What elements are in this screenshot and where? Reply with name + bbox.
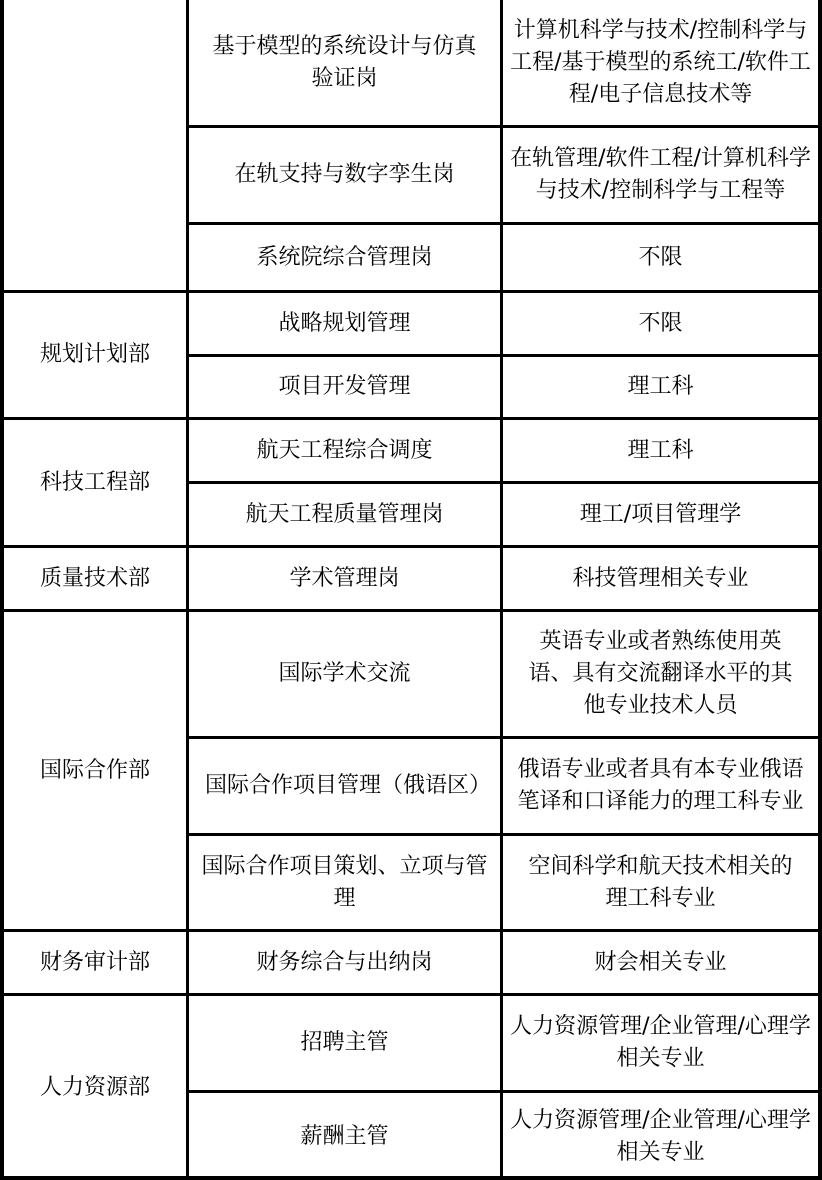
grid-line — [186, 736, 822, 739]
grid-line — [0, 1176, 822, 1180]
position-label: 系统院综合管理岗 — [256, 244, 433, 270]
position-cell — [189, 932, 500, 993]
major-label: 理工/项目管理学 — [579, 501, 742, 527]
position-label: 财务综合与出纳岗 — [256, 949, 433, 975]
major-label: 在轨管理/软件工程/计算机科学与技术/控制科学与工程等 — [510, 146, 811, 203]
position-label: 国际学术交流 — [278, 661, 411, 686]
major-cell — [503, 612, 818, 736]
major-cell — [503, 932, 818, 993]
department-cell — [4, 548, 186, 609]
position-cell — [189, 1093, 500, 1180]
major-cell — [503, 739, 818, 833]
major-cell — [503, 548, 818, 609]
position-cell — [189, 293, 500, 354]
grid-line — [818, 0, 822, 1180]
grid-line — [186, 354, 822, 357]
department-cell — [4, 0, 186, 290]
position-label: 招聘主管 — [300, 1030, 389, 1055]
major-label: 空间科学和航天技术相关的理工科专业 — [528, 853, 793, 911]
position-cell — [189, 420, 500, 481]
position-label: 国际合作项目管理（俄语区） — [205, 773, 492, 798]
position-label: 航天工程综合调度 — [256, 437, 433, 463]
major-label: 理工科 — [627, 437, 694, 463]
grid-line — [0, 993, 822, 996]
grid-line — [0, 290, 822, 293]
grid-line — [186, 833, 822, 836]
department-label: 财务审计部 — [39, 949, 150, 975]
department-label: 科技工程部 — [39, 469, 150, 495]
major-cell — [503, 357, 818, 417]
department-cell — [4, 420, 186, 545]
position-label: 在轨支持与数字孪生岗 — [234, 162, 455, 187]
major-cell — [503, 484, 818, 545]
grid-line — [186, 0, 189, 1180]
position-cell — [189, 612, 500, 736]
major-cell — [503, 128, 818, 222]
major-label: 人力资源管理/企业管理/心理学相关专业 — [510, 1014, 811, 1071]
position-cell — [189, 739, 500, 833]
grid-line — [0, 545, 822, 548]
major-label: 英语专业或者熟练使用英语、具有交流翻译水平的其他专业技术人员 — [528, 629, 793, 718]
grid-line — [0, 609, 822, 612]
major-label: 计算机科学与技术/控制科学与工程/基于模型的系统工/软件工程/电子信息技术等 — [510, 17, 811, 107]
major-cell — [503, 1093, 818, 1180]
major-label: 不限 — [638, 310, 683, 336]
position-label: 基于模型的系统设计与仿真验证岗 — [212, 33, 477, 91]
position-cell — [189, 548, 500, 609]
grid-line — [186, 481, 822, 484]
department-cell — [4, 996, 186, 1180]
major-cell — [503, 0, 818, 125]
grid-line — [186, 125, 822, 128]
position-cell — [189, 484, 500, 545]
grid-line — [0, 0, 4, 1180]
position-label: 战略规划管理 — [278, 310, 411, 336]
position-cell — [189, 836, 500, 929]
grid-line — [186, 222, 822, 225]
major-cell — [503, 225, 818, 290]
position-cell — [189, 128, 500, 222]
major-cell — [503, 996, 818, 1090]
position-label: 国际合作项目策划、立项与管理 — [201, 853, 488, 911]
department-label: 质量技术部 — [39, 565, 150, 591]
grid-line — [500, 0, 503, 1180]
department-cell — [4, 293, 186, 417]
major-label: 科技管理相关专业 — [572, 565, 749, 591]
major-cell — [503, 293, 818, 354]
position-cell — [189, 0, 500, 125]
position-label: 航天工程质量管理岗 — [245, 501, 444, 527]
major-cell — [503, 420, 818, 481]
position-cell — [189, 996, 500, 1090]
major-label: 财会相关专业 — [594, 949, 727, 975]
grid-line — [0, 417, 822, 420]
department-cell — [4, 932, 186, 993]
department-label: 国际合作部 — [39, 757, 150, 783]
position-cell — [189, 225, 500, 290]
grid-line — [0, 929, 822, 932]
major-label: 不限 — [638, 244, 683, 270]
position-label: 薪酬主管 — [300, 1123, 389, 1149]
grid-line — [186, 1090, 822, 1093]
major-label: 俄语专业或者具有本专业俄语笔译和口译能力的理工科专业 — [517, 757, 804, 814]
department-cell — [4, 612, 186, 929]
major-cell — [503, 836, 818, 929]
major-label: 理工科 — [627, 374, 694, 399]
department-label: 规划计划部 — [39, 342, 150, 367]
position-label: 学术管理岗 — [289, 565, 400, 591]
department-label: 人力资源部 — [39, 1075, 150, 1100]
position-cell — [189, 357, 500, 417]
position-label: 项目开发管理 — [278, 374, 411, 399]
major-label: 人力资源管理/企业管理/心理学相关专业 — [510, 1107, 811, 1165]
